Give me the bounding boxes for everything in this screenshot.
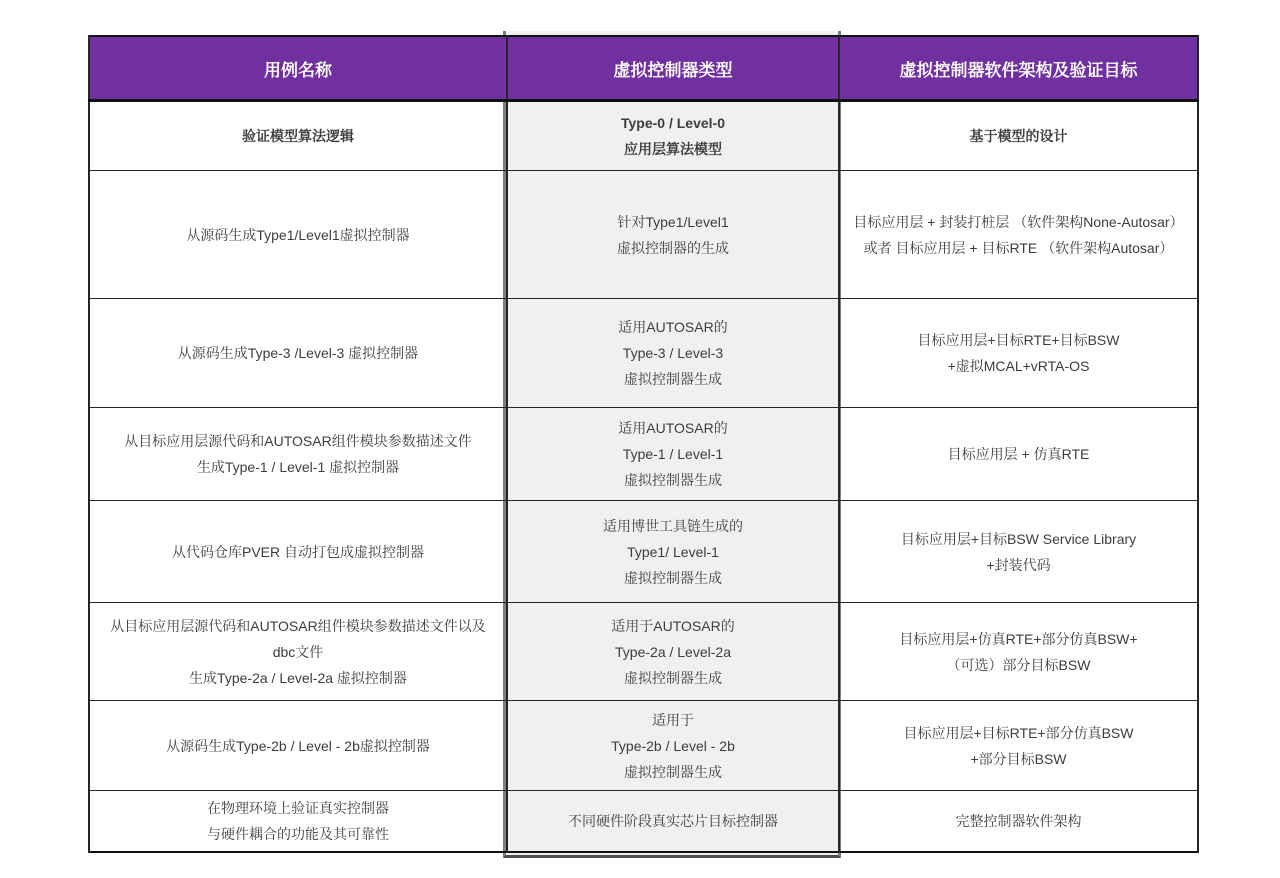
cell-use-case: [89, 408, 507, 501]
cell-text-line: +部分目标BSW: [970, 750, 1067, 767]
cell-text-line: 虚拟控制器的生成: [617, 239, 729, 256]
cell-text-line: 适用于: [652, 711, 694, 728]
cell-architecture-goal: [839, 501, 1198, 603]
cell-text-line: （可选）部分目标BSW: [946, 656, 1091, 673]
header-row: [89, 36, 1198, 101]
cell-text-line: Type-2b / Level - 2b: [611, 737, 735, 754]
cell-text-line: 从代码仓库PVER 自动打包成虚拟控制器: [171, 543, 424, 560]
cell-text-line: 从目标应用层源代码和AUTOSAR组件模块参数描述文件: [124, 433, 472, 449]
cell-text-line: 应用层算法模型: [624, 141, 722, 157]
cell-text-line: 目标应用层 + 仿真RTE: [947, 446, 1090, 462]
cell-text-line: 目标应用层+目标RTE+目标BSW: [917, 332, 1120, 348]
cell-text-line: 基于模型的设计: [969, 128, 1068, 144]
cell-text-line: Type1/ Level-1: [627, 543, 719, 560]
cell-text-line: 或者 目标应用层 + 目标RTE （软件架构Autosar）: [863, 239, 1174, 256]
cell-text-line: Type-2a / Level-2a: [615, 643, 731, 660]
cell-text-line: +虚拟MCAL+vRTA-OS: [947, 358, 1090, 374]
cell-architecture-goal: [839, 701, 1198, 791]
cell-text-line: 虚拟控制器生成: [624, 669, 722, 686]
header-architecture-goal: 虚拟控制器软件架构及验证目标: [839, 36, 1198, 101]
table-row: [89, 171, 1198, 299]
cell-architecture-goal: [839, 101, 1198, 171]
cell-text-line: 虚拟控制器生成: [624, 763, 722, 780]
cell-controller-type: [507, 171, 839, 299]
header-use-case: 用例名称: [89, 36, 507, 101]
cell-text-line: 目标应用层+目标BSW Service Library: [900, 530, 1137, 547]
cell-use-case: [89, 101, 507, 171]
cell-use-case: [89, 299, 507, 408]
cell-text-line: 从源码生成Type-3 /Level-3 虚拟控制器: [177, 345, 419, 361]
cell-use-case: [89, 603, 507, 701]
cell-text-line: 目标应用层+目标RTE+部分仿真BSW: [903, 724, 1134, 741]
cell-text-line: 不同硬件阶段真实芯片目标控制器: [568, 813, 778, 829]
cell-text-line: 虚拟控制器生成: [624, 371, 722, 387]
cell-controller-type: [507, 299, 839, 408]
cell-architecture-goal: [839, 408, 1198, 501]
cell-controller-type: [507, 603, 839, 701]
cell-controller-type: [507, 408, 839, 501]
cell-text-line: dbc文件: [272, 643, 324, 660]
virtual-controller-use-case-table: [88, 35, 1199, 853]
table-row: [89, 299, 1198, 408]
cell-use-case: [89, 791, 507, 853]
cell-text-line: 虚拟控制器生成: [624, 472, 722, 488]
cell-use-case: [89, 701, 507, 791]
table-row: [89, 408, 1198, 501]
table-row: [89, 603, 1198, 701]
table-container: [88, 35, 1197, 853]
cell-text-line: 目标应用层 + 封装打桩层 （软件架构None-Autosar）: [853, 213, 1184, 230]
cell-text-line: 虚拟控制器生成: [624, 569, 722, 586]
cell-text-line: 针对Type1/Level1: [617, 213, 729, 230]
cell-text-line: Type-0 / Level-0: [620, 115, 725, 131]
table-row: [89, 501, 1198, 603]
cell-text-line: 验证模型算法逻辑: [242, 128, 354, 144]
cell-text-line: +封装代码: [986, 556, 1051, 573]
table-row: [89, 791, 1198, 853]
cell-text-line: 适用于AUTOSAR的: [611, 617, 735, 634]
cell-text-line: 目标应用层+仿真RTE+部分仿真BSW+: [899, 630, 1138, 647]
cell-text-line: 适用AUTOSAR的: [618, 420, 728, 436]
cell-text-line: 在物理环境上验证真实控制器: [207, 800, 389, 816]
cell-text-line: 从目标应用层源代码和AUTOSAR组件模块参数描述文件以及: [110, 617, 486, 634]
cell-architecture-goal: [839, 791, 1198, 853]
cell-text-line: 生成Type-1 / Level-1 虚拟控制器: [196, 459, 400, 475]
cell-text-line: 适用AUTOSAR的: [618, 319, 728, 335]
cell-architecture-goal: [839, 171, 1198, 299]
cell-use-case: [89, 501, 507, 603]
cell-controller-type: [507, 501, 839, 603]
cell-controller-type: [507, 791, 839, 853]
cell-text-line: 生成Type-2a / Level-2a 虚拟控制器: [189, 669, 407, 686]
cell-text-line: 从源码生成Type-2b / Level - 2b虚拟控制器: [166, 737, 430, 754]
cell-controller-type: [507, 101, 839, 171]
cell-text-line: Type-3 / Level-3: [622, 345, 724, 361]
cell-use-case: [89, 171, 507, 299]
cell-architecture-goal: [839, 299, 1198, 408]
cell-text-line: 完整控制器软件架构: [955, 813, 1082, 829]
cell-text-line: 与硬件耦合的功能及其可靠性: [207, 826, 389, 842]
cell-text-line: Type-1 / Level-1: [622, 446, 724, 462]
table-row: [89, 101, 1198, 171]
table-row: [89, 701, 1198, 791]
cell-controller-type: [507, 701, 839, 791]
cell-text-line: 适用博世工具链生成的: [603, 517, 743, 534]
table-body: [89, 101, 1198, 853]
cell-architecture-goal: [839, 603, 1198, 701]
header-controller-type: 虚拟控制器类型: [507, 36, 839, 101]
table-header: [89, 36, 1198, 101]
cell-text-line: 从源码生成Type1/Level1虚拟控制器: [186, 226, 410, 243]
